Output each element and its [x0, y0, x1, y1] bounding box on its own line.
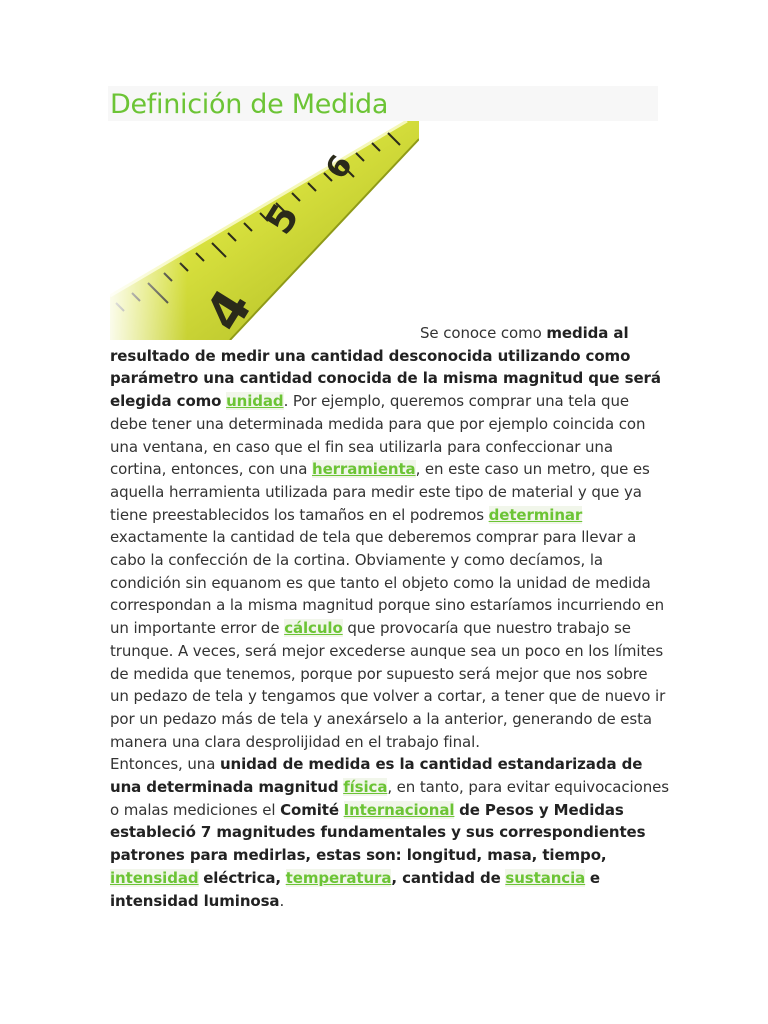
body-text: , en tanto, para evitar equivocaciones o malas mediciones el [110, 778, 669, 819]
page-title: Definición de Medida [110, 89, 389, 120]
body-text: Entonces, una [110, 755, 220, 774]
bold-text: medida al resultado de medir una cantidad desconocida utilizando como parámetro una cantidad conocida de la misma magnitud que será elegida como [110, 324, 661, 411]
body-text: Se conoce como [420, 324, 547, 342]
body-text: . Por ejemplo, queremos comprar una tela que debe tener una determinada medida para que por ejemplo coincida con una ventana, en caso que el fin sea utilizarla para confeccionar una cortina, entonces, con una [110, 392, 646, 479]
bold-text: e intensidad luminosa [110, 868, 600, 910]
link-calculo[interactable]: cálculo [284, 619, 343, 638]
tape-measure-illustration [110, 121, 419, 340]
bold-text: Comité [280, 800, 339, 819]
link-unidad[interactable]: unidad [226, 392, 284, 411]
body-text: que provocaría que nuestro trabajo se trunque. A veces, será mejor excederse aunque sea un poco en los límites de medida que tenemos, porque por supuesto será mejor que nos sobre un pedazo de tela y tengamos que volver a cortar, a tener que de nuevo ir por un pedazo más de tela y anexárselo a la anterior, generando de esta manera una clara desprolijidad en el trabajo final. [110, 619, 666, 751]
body-text: . [279, 891, 285, 910]
link-herramienta[interactable]: herramienta [311, 460, 416, 479]
body-text: , en este caso un metro, que es aquella herramienta utilizada para medir este tipo de material y que ya tiene preestablecidos los tamaños en el podremos [110, 460, 650, 524]
link-intensidad[interactable]: intensidad [110, 868, 199, 887]
bold-text: eléctrica, [203, 868, 281, 887]
image-spacer [110, 322, 420, 344]
bold-text: , cantidad de [391, 868, 501, 887]
link-internacional[interactable]: Internacional [343, 800, 455, 819]
tape-measure-image [110, 121, 419, 340]
link-sustancia[interactable]: sustancia [505, 868, 586, 887]
link-fisica[interactable]: física [343, 778, 388, 797]
body-text: exactamente la cantidad de tela que deberemos comprar para llevar a cabo la confección de la cortina. Obviamente y como decíamos, la condición sin equanom es que tanto el objeto como la unidad de medida correspondan a la misma magnitud porque sino estaríamos incurriendo en un importante error de [110, 528, 665, 638]
link-temperatura[interactable]: temperatura [285, 868, 392, 887]
article-body [110, 322, 670, 912]
bold-text: de Pesos y Medidas estableció 7 magnitudes fundamentales y sus correspondientes patrones para medirlas, estas son: longitud, masa, tiempo, [110, 800, 646, 865]
link-determinar[interactable]: determinar [488, 505, 583, 524]
bold-text: unidad de medida es la cantidad estandarizada de una determinada magnitud [110, 755, 643, 797]
